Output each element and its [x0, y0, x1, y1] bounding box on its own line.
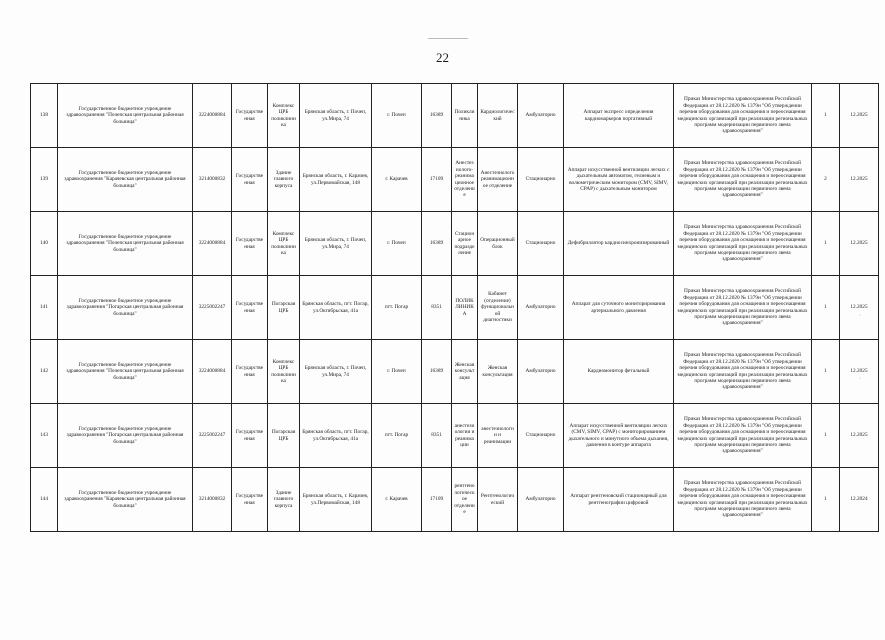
care-type-cell: Амбулаторно: [518, 84, 564, 148]
equipment-table: [30, 83, 879, 532]
ownership-type-cell: Государстве нная: [232, 468, 268, 532]
ownership-type-cell: Государстве нная: [232, 276, 268, 340]
city-cell: г. Карачев: [372, 468, 422, 532]
equipment-name-cell: Кардиомонитор фетальный: [564, 340, 674, 404]
subdivision-cell: Женская консультация: [478, 340, 518, 404]
row-number-cell: 143: [31, 404, 58, 468]
table-row: [31, 276, 879, 340]
delivery-date-cell: 12.2025: [840, 212, 879, 276]
department-cell: Стационарное подразделение: [452, 212, 478, 276]
oktmo-code-cell: 17109: [422, 148, 452, 212]
regulation-reference-cell: Приказ Министерства здравоохранения Российской Федерации от 28.12.2020 № 1379н "Об утверждении перечня оборудования для оснащения и переоснащения медицинских организаций при реализации региональных программ модернизации первичного звена здравоохранения": [674, 404, 812, 468]
building-unit-cell: Здание главного корпуса: [268, 468, 300, 532]
subdivision-cell: анестезиологии и реанимации: [478, 404, 518, 468]
organization-name-cell: Государственное бюджетное учреждение здравоохранения "Почепская центральная районная больница": [58, 84, 193, 148]
regulation-reference-cell: Приказ Министерства здравоохранения Российской Федерации от 28.12.2020 № 1379н "Об утверждении перечня оборудования для оснащения и переоснащения медицинских организаций при реализации региональных программ модернизации первичного звена здравоохранения": [674, 468, 812, 532]
equipment-name-cell: Аппарат рентгеновский стационарный для рентгенографии цифровой: [564, 468, 674, 532]
delivery-date-cell: 12.2024: [840, 468, 879, 532]
city-cell: пгт. Погар: [372, 404, 422, 468]
care-type-cell: Амбулаторно: [518, 276, 564, 340]
regulation-reference-cell: Приказ Министерства здравоохранения Российской Федерации от 28.12.2020 № 1379н "Об утверждении перечня оборудования для оснащения и переоснащения медицинских организаций при реализации региональных программ модернизации первичного звена здравоохранения": [674, 84, 812, 148]
inn-code-cell: 3224000884: [193, 212, 232, 276]
ownership-type-cell: Государстве нная: [232, 148, 268, 212]
department-cell: Анестезиолого-реанимационное отделение: [452, 148, 478, 212]
inn-code-cell: 3225002247: [193, 276, 232, 340]
address-cell: Брянская область, пгт. Погар, ул.Октябрьская, 41а: [300, 404, 372, 468]
address-cell: Брянская область, г. Карачев, ул.Первомайская, 148: [300, 468, 372, 532]
row-number-cell: 141: [31, 276, 58, 340]
inn-code-cell: 3214000832: [193, 148, 232, 212]
delivery-date-cell: 12.2025: [840, 340, 879, 404]
building-unit-cell: Погарская ЦРБ: [268, 276, 300, 340]
delivery-date-cell: 12.2025: [840, 404, 879, 468]
oktmo-code-cell: 17109: [422, 468, 452, 532]
regulation-reference-cell: Приказ Министерства здравоохранения Российской Федерации от 28.12.2020 № 1379н "Об утверждении перечня оборудования для оснащения и переоснащения медицинских организаций при реализации региональных программ модернизации первичного звена здравоохранения": [674, 212, 812, 276]
organization-name-cell: Государственное бюджетное учреждение здравоохранения "Погарская центральная районная больница": [58, 276, 193, 340]
building-unit-cell: Комплекс ЦРБ поликлиника: [268, 84, 300, 148]
delivery-date-cell: 12.2025: [840, 276, 879, 340]
regulation-reference-cell: Приказ Министерства здравоохранения Российской Федерации от 28.12.2020 № 1379н "Об утверждении перечня оборудования для оснащения и переоснащения медицинских организаций при реализации региональных программ модернизации первичного звена здравоохранения": [674, 340, 812, 404]
ownership-type-cell: Государстве нная: [232, 84, 268, 148]
address-cell: Брянская область, г. Почеп, ул.Мира, 74: [300, 340, 372, 404]
address-cell: Брянская область, г. Почеп, ул.Мира, 74: [300, 212, 372, 276]
care-type-cell: Стационарно: [518, 148, 564, 212]
table-row: [31, 468, 879, 532]
city-cell: пгт. Погар: [372, 276, 422, 340]
quantity-cell: 1: [812, 212, 840, 276]
inn-code-cell: 3224000884: [193, 340, 232, 404]
inn-code-cell: 3225002247: [193, 404, 232, 468]
subdivision-cell: Анестезиологореанимационное отделение: [478, 148, 518, 212]
equipment-name-cell: Аппарат искусственной вентиляции легких (CMV, SIMV, CPAP) с мониторированием дыхательного и минутного объема дыхания, давления в контуре аппарата: [564, 404, 674, 468]
inn-code-cell: 3214000832: [193, 468, 232, 532]
row-number-cell: 140: [31, 212, 58, 276]
organization-name-cell: Государственное бюджетное учреждение здравоохранения "Карачевская центральная районная больница": [58, 468, 193, 532]
table-row: [31, 212, 879, 276]
building-unit-cell: Здание главного корпуса: [268, 148, 300, 212]
regulation-reference-cell: Приказ Министерства здравоохранения Российской Федерации от 28.12.2020 № 1379н "Об утверждении перечня оборудования для оснащения и переоснащения медицинских организаций при реализации региональных программ модернизации первичного звена здравоохранения": [674, 276, 812, 340]
quantity-cell: 2: [812, 148, 840, 212]
page-number: 22: [436, 50, 449, 65]
row-number-cell: 138: [31, 84, 58, 148]
quantity-cell: 1: [812, 468, 840, 532]
organization-name-cell: Государственное бюджетное учреждение здравоохранения "Почепская центральная районная больница": [58, 340, 193, 404]
quantity-cell: 1: [812, 404, 840, 468]
quantity-cell: 1: [812, 84, 840, 148]
oktmo-code-cell: 16389: [422, 84, 452, 148]
subdivision-cell: Рентгенологический: [478, 468, 518, 532]
care-type-cell: Стационарно: [518, 404, 564, 468]
city-cell: г. Почеп: [372, 340, 422, 404]
department-cell: Женская консультация: [452, 340, 478, 404]
equipment-name-cell: Аппарат экспресс определения кардиомаркеров портативный: [564, 84, 674, 148]
subdivision-cell: Кардиологический: [478, 84, 518, 148]
ownership-type-cell: Государстве нная: [232, 340, 268, 404]
address-cell: Брянская область, г. Карачев, ул.Первомайская, 148: [300, 148, 372, 212]
quantity-cell: 1: [812, 276, 840, 340]
department-cell: ПОЛИКЛИНИКА: [452, 276, 478, 340]
scan-mark-line: [428, 38, 468, 39]
delivery-date-cell: 12.2025: [840, 84, 879, 148]
building-unit-cell: Комплекс ЦРБ поликлиника: [268, 212, 300, 276]
subdivision-cell: Кабинет (отделение) функциональной диагностики: [478, 276, 518, 340]
address-cell: Брянская область, пгт. Погар, ул.Октябрьская, 41а: [300, 276, 372, 340]
ownership-type-cell: Государстве нная: [232, 404, 268, 468]
ownership-type-cell: Государстве нная: [232, 212, 268, 276]
regulation-reference-cell: Приказ Министерства здравоохранения Российской Федерации от 28.12.2020 № 1379н "Об утверждении перечня оборудования для оснащения и переоснащения медицинских организаций при реализации региональных программ модернизации первичного звена здравоохранения": [674, 148, 812, 212]
equipment-name-cell: Аппарат для суточного мониторирования артериального давления: [564, 276, 674, 340]
organization-name-cell: Государственное бюджетное учреждение здравоохранения "Почепская центральная районная больница": [58, 212, 193, 276]
table-row: [31, 148, 879, 212]
scan-mark: ·: [859, 313, 861, 319]
oktmo-code-cell: 16389: [422, 212, 452, 276]
care-type-cell: Амбулаторно: [518, 468, 564, 532]
row-number-cell: 139: [31, 148, 58, 212]
building-unit-cell: Комплекс ЦРБ поликлиника: [268, 340, 300, 404]
table-row: [31, 84, 879, 148]
row-number-cell: 142: [31, 340, 58, 404]
organization-name-cell: Государственное бюджетное учреждение здравоохранения "Карачевская центральная районная больница": [58, 148, 193, 212]
city-cell: г. Почеп: [372, 212, 422, 276]
quantity-cell: 1: [812, 340, 840, 404]
city-cell: г. Почеп: [372, 84, 422, 148]
department-cell: рентгенологическое отделение: [452, 468, 478, 532]
subdivision-cell: Операционный блок: [478, 212, 518, 276]
department-cell: анестезиологии и реанимации: [452, 404, 478, 468]
oktmo-code-cell: 8351: [422, 276, 452, 340]
delivery-date-cell: 12.2025: [840, 148, 879, 212]
building-unit-cell: Погарская ЦРБ: [268, 404, 300, 468]
department-cell: Поликлиника: [452, 84, 478, 148]
row-number-cell: 144: [31, 468, 58, 532]
oktmo-code-cell: 8351: [422, 404, 452, 468]
inn-code-cell: 3224000884: [193, 84, 232, 148]
address-cell: Брянская область, г. Почеп, ул.Мира, 74: [300, 84, 372, 148]
equipment-name-cell: Аппарат искусственной вентиляции легких с дыхательным автоматом, гелиевым и волюметрическим монитором (CMV, SIMV, CPAP) с дыхательным монитором: [564, 148, 674, 212]
care-type-cell: Стационарно: [518, 212, 564, 276]
table-row: [31, 404, 879, 468]
scan-mark: ·: [859, 376, 861, 382]
city-cell: г. Карачев: [372, 148, 422, 212]
table-row: [31, 340, 879, 404]
oktmo-code-cell: 16389: [422, 340, 452, 404]
care-type-cell: Амбулаторно: [518, 340, 564, 404]
organization-name-cell: Государственное бюджетное учреждение здравоохранения "Погарская центральная районная больница": [58, 404, 193, 468]
equipment-name-cell: Дефибриллятор кардиосинхронизированный: [564, 212, 674, 276]
